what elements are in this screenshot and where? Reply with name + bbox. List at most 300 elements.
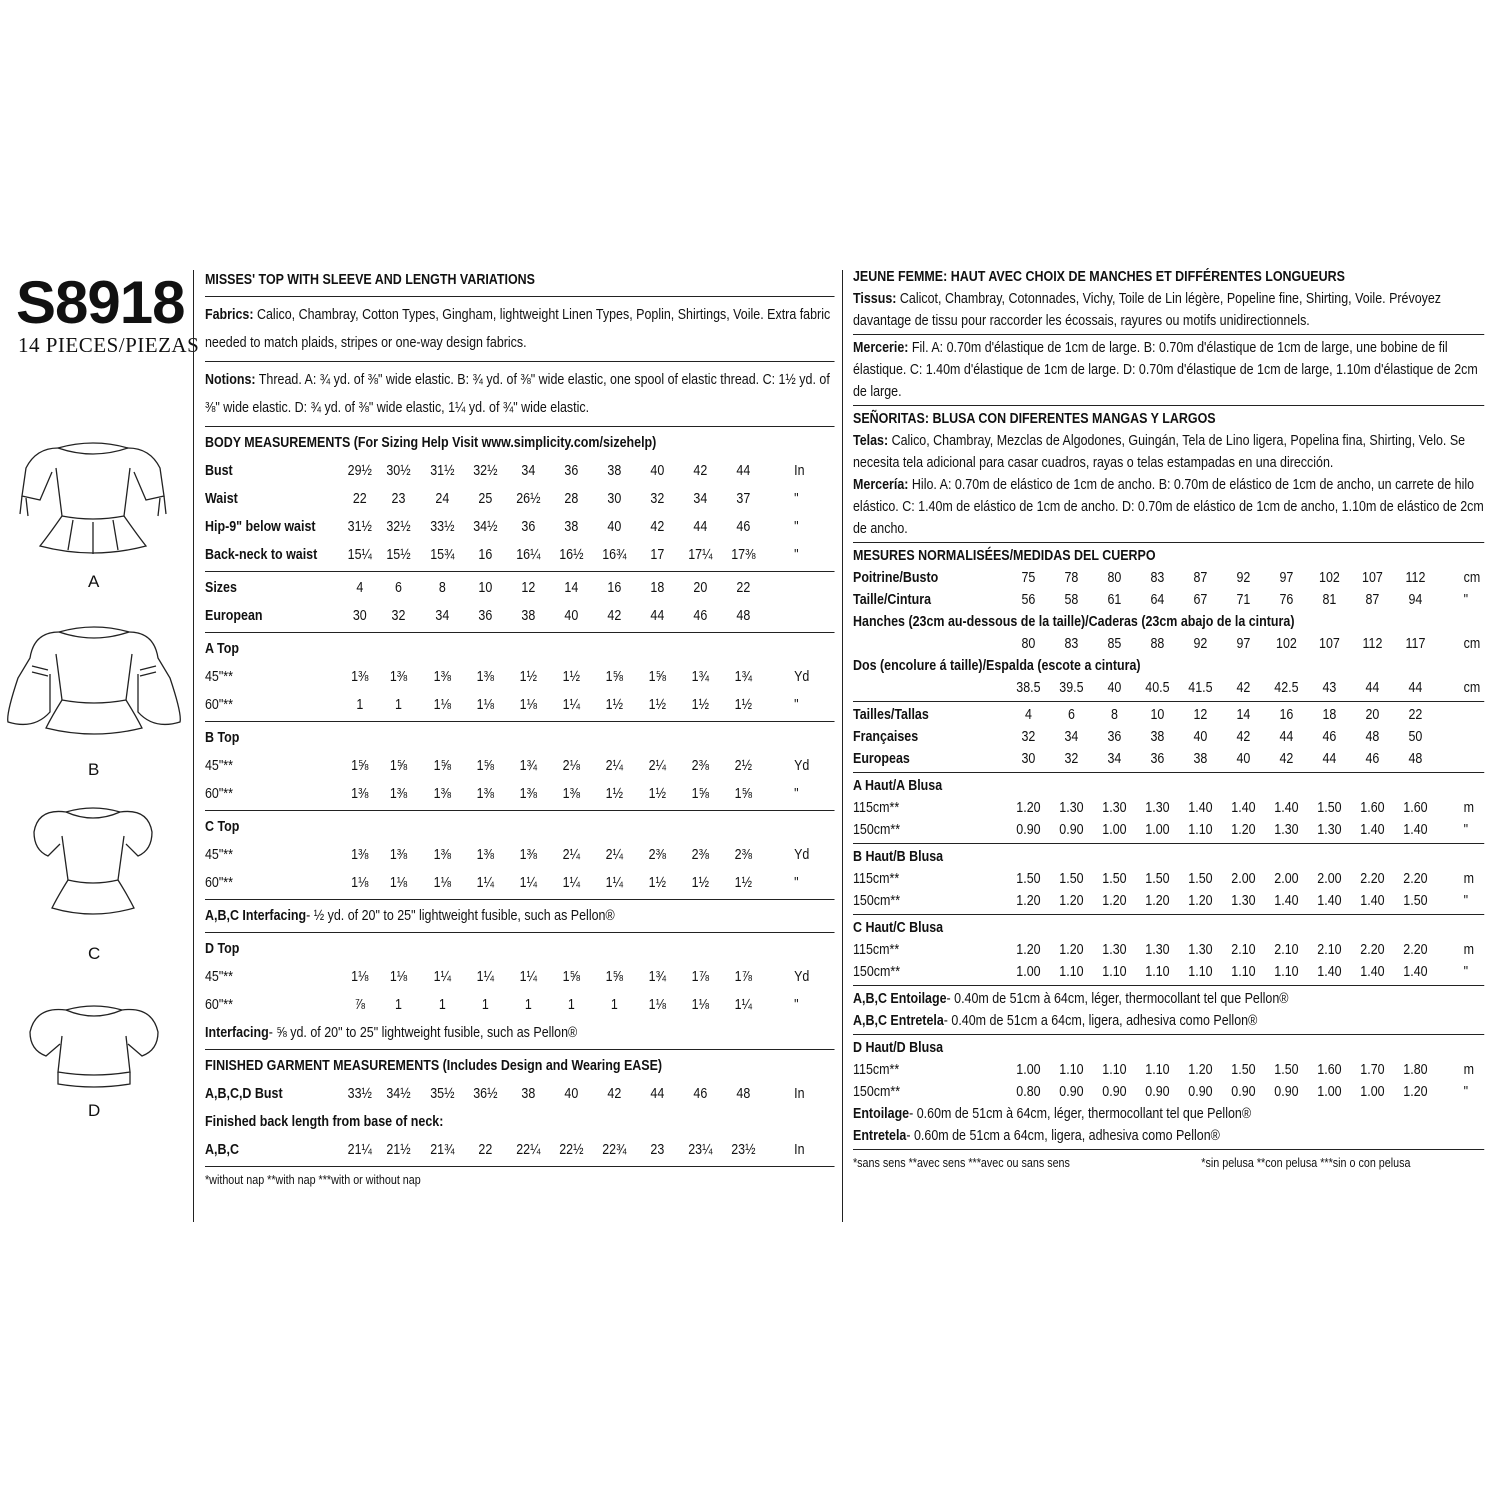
table-row — [853, 890, 1484, 912]
table-cell: 42 — [607, 608, 622, 624]
table-cell: 2.20 — [1403, 942, 1428, 958]
table-cell: 1⅛ — [433, 697, 452, 713]
table-cell: 2.10 — [1317, 942, 1342, 958]
unit-label: Yd — [794, 758, 810, 774]
pieces-count: 14 PIECES/PIEZAS — [18, 333, 200, 357]
separator-line — [205, 296, 835, 297]
table-cell: 112 — [1405, 570, 1426, 586]
table-cell: 1.40 — [1360, 964, 1385, 980]
table-cell: 1 — [524, 997, 532, 1013]
table-cell: 33½ — [430, 519, 455, 535]
table-cell: 42 — [693, 463, 708, 479]
table-cell: 64 — [1150, 592, 1165, 608]
table-cell: 1.30 — [1059, 800, 1084, 816]
hanches-label: Hanches (23cm au-dessous de la taille)/Caderas (23cm abajo de la cintura) — [853, 614, 1295, 630]
table-cell: 38 — [607, 463, 622, 479]
table-cell: 1 — [438, 997, 446, 1013]
table-cell: 30 — [352, 608, 367, 624]
separator-line — [853, 701, 1484, 702]
table-cell: 32 — [1064, 751, 1079, 767]
table-row — [205, 869, 835, 897]
table-cell: 1⅛ — [476, 697, 495, 713]
separator-line — [853, 843, 1484, 844]
table-cell: 1⅝ — [476, 758, 495, 774]
row-label: European — [205, 608, 263, 624]
table-cell: 46 — [736, 519, 751, 535]
merceria-paragraph-text: Hilo. A: 0.70m de elástico de 1cm de ancho. B: 0.70m de elástico de 1cm de ancho, un carrete de hilo elástico. C: 1.40m de elástico de 1cm de ancho. D: 0.70m de elástico de 1cm de ancho, 1.10m de elástico de 2cm de ancho. — [853, 477, 1484, 537]
table-cell: 20 — [693, 580, 708, 596]
row-label: 150cm** — [853, 822, 901, 838]
unit-label: " — [794, 697, 799, 713]
table-cell: 102 — [1276, 636, 1297, 652]
row-label: Europeas — [853, 751, 910, 767]
table-cell: 34½ — [473, 519, 498, 535]
table-cell: 48 — [736, 608, 751, 624]
table-cell: 1½ — [519, 669, 538, 685]
table-cell: 0.90 — [1145, 1084, 1170, 1100]
table-cell: 1.10 — [1231, 964, 1256, 980]
unit-label: cm — [1463, 570, 1481, 586]
unit-label: " — [794, 519, 799, 535]
table-cell: 1½ — [734, 875, 753, 891]
table-cell: 22¾ — [602, 1142, 627, 1158]
table-cell: 1⅜ — [519, 786, 538, 802]
row-label: A,B,C,D Bust — [205, 1086, 283, 1102]
table-cell: 15¼ — [347, 547, 372, 563]
table-cell: 1.40 — [1274, 800, 1299, 816]
table-cell: 38 — [1193, 751, 1208, 767]
table-cell: 38 — [1150, 729, 1165, 745]
table-cell: 22½ — [559, 1142, 584, 1158]
table-cell: 1.40 — [1403, 822, 1428, 838]
table-cell: 4 — [1024, 707, 1032, 723]
separator-line — [205, 899, 835, 900]
tissus-paragraph-label: Tissus: — [853, 291, 897, 307]
table-cell: 1.40 — [1317, 893, 1342, 909]
row-label: 45"** — [205, 758, 234, 774]
table-row — [853, 819, 1484, 841]
table-cell: 2¼ — [648, 758, 667, 774]
footnote-french: *sans sens **avec sens ***avec ou sans sens — [853, 1156, 1070, 1170]
table-cell: 44 — [1322, 751, 1337, 767]
table-cell: 94 — [1408, 592, 1423, 608]
unit-label: Yd — [794, 969, 810, 985]
separator-line — [853, 334, 1484, 335]
separator-line — [205, 1166, 835, 1167]
abc-interfacing-text: - ½ yd. of 20" to 25" lightweight fusible, such as Pellon® — [306, 908, 615, 924]
table-cell: 1¾ — [648, 969, 667, 985]
d-entretela-text: - 0.60m de 51cm a 64cm, ligera, adhesiva como Pellon® — [906, 1128, 1220, 1144]
table-cell: 40 — [564, 608, 579, 624]
table-cell: 44 — [693, 519, 708, 535]
table-cell: 2⅛ — [562, 758, 581, 774]
table-cell: 23 — [650, 1142, 665, 1158]
table-row — [853, 939, 1484, 961]
table-cell: 21¾ — [430, 1142, 455, 1158]
table-row — [853, 633, 1484, 655]
table-cell: 1⅛ — [433, 875, 452, 891]
view-d-illustration — [24, 998, 164, 1092]
table-cell: 107 — [1319, 636, 1340, 652]
table-cell: 1⅜ — [476, 669, 495, 685]
abc-entretela — [853, 1010, 1484, 1032]
table-cell: 1.50 — [1102, 871, 1127, 887]
table-cell: 1⅝ — [562, 969, 581, 985]
footnote-spanish: *sin pelusa **con pelusa ***sin o con pelusa — [1201, 1156, 1411, 1170]
separator-line — [853, 772, 1484, 773]
table-cell: 67 — [1193, 592, 1208, 608]
table-row — [205, 1080, 835, 1108]
table-cell: 1½ — [562, 669, 581, 685]
table-row — [205, 663, 835, 691]
table-cell: 1½ — [691, 697, 710, 713]
view-yardage-title-fr: C Haut/C Blusa — [853, 920, 944, 936]
notions-paragraph-label: Notions: — [205, 372, 256, 388]
table-cell: 16¾ — [602, 547, 627, 563]
table-cell: 61 — [1107, 592, 1122, 608]
table-cell: 36 — [1150, 751, 1165, 767]
divider-center — [842, 270, 843, 1222]
d-entretela-label: Entretela — [853, 1128, 907, 1144]
table-cell: 34 — [435, 608, 450, 624]
table-cell: 33½ — [347, 1086, 372, 1102]
table-cell: 1.20 — [1016, 893, 1041, 909]
table-cell: 1⅝ — [605, 969, 624, 985]
table-cell: 12 — [521, 580, 536, 596]
separator-line — [853, 1034, 1484, 1035]
table-cell: 1.20 — [1188, 893, 1213, 909]
table-cell: 50 — [1408, 729, 1423, 745]
tissus-paragraph — [853, 288, 1484, 332]
table-cell: 42 — [650, 519, 665, 535]
separator-line — [205, 632, 835, 633]
french-title: JEUNE FEMME: HAUT AVEC CHOIX DE MANCHES ET DIFFÉRENTES LONGUEURS — [853, 269, 1345, 285]
table-cell: 1.30 — [1102, 942, 1127, 958]
view-yardage-title: C Top — [205, 819, 240, 835]
row-label: 150cm** — [853, 893, 901, 909]
table-cell: 2¼ — [562, 847, 581, 863]
table-cell: 1.00 — [1102, 822, 1127, 838]
table-row — [853, 726, 1484, 748]
table-cell: 1¼ — [519, 875, 538, 891]
finished-measurements-header: FINISHED GARMENT MEASUREMENTS (Includes Design and Wearing EASE) — [205, 1058, 663, 1074]
table-cell: 22 — [352, 491, 367, 507]
table-cell: 38.5 — [1016, 680, 1041, 696]
table-cell: 56 — [1021, 592, 1036, 608]
fabrics-paragraph-label: Fabrics: — [205, 307, 254, 323]
table-cell: 17 — [650, 547, 665, 563]
abc-entretela-text: - 0.40m de 51cm a 64cm, ligera, adhesiva como Pellon® — [943, 1013, 1258, 1029]
abc-entoilage-label: A,B,C Entoilage — [853, 991, 947, 1007]
unit-label: " — [794, 491, 799, 507]
table-cell: 15½ — [386, 547, 411, 563]
d-view-title-fr: D Haut/D Blusa — [853, 1040, 944, 1056]
table-cell: 0.80 — [1016, 1084, 1041, 1100]
table-cell: 1 — [395, 697, 402, 713]
unit-label: In — [794, 463, 805, 479]
table-cell: 1⅝ — [351, 758, 369, 774]
view-b-illustration — [4, 618, 184, 738]
table-cell: 1⅜ — [389, 669, 408, 685]
table-cell: 1 — [567, 997, 575, 1013]
table-cell: 30 — [607, 491, 622, 507]
mercerie-paragraph-label: Mercerie: — [853, 340, 909, 356]
unit-label: m — [1463, 800, 1475, 816]
unit-label: " — [1463, 822, 1469, 838]
table-cell: 44 — [650, 608, 665, 624]
abc-entretela-label: A,B,C Entretela — [853, 1013, 944, 1029]
table-cell: 40 — [564, 1086, 579, 1102]
table-cell: 1.20 — [1231, 822, 1256, 838]
table-cell: 2¼ — [605, 847, 624, 863]
table-cell: 1.00 — [1016, 1062, 1041, 1078]
table-cell: 1.10 — [1102, 1062, 1127, 1078]
table-cell: 41.5 — [1188, 680, 1213, 696]
table-cell: 16 — [1279, 707, 1294, 723]
table-cell: 1⅜ — [389, 847, 408, 863]
row-label: 45"** — [205, 669, 234, 685]
table-cell: 22¼ — [516, 1142, 541, 1158]
table-cell: 2¼ — [605, 758, 624, 774]
d-entoilage — [853, 1103, 1484, 1125]
fabrics-paragraph — [205, 301, 835, 357]
table-cell: 1½ — [648, 786, 667, 802]
table-cell: 17¼ — [688, 547, 713, 563]
table-cell: 26½ — [516, 491, 541, 507]
table-cell: 102 — [1319, 570, 1340, 586]
table-cell: 1.80 — [1403, 1062, 1428, 1078]
table-row — [205, 457, 835, 485]
view-a-illustration — [18, 428, 168, 558]
table-cell: 32 — [391, 608, 406, 624]
table-cell: 1.10 — [1188, 822, 1213, 838]
view-a-label: A — [88, 572, 100, 591]
table-cell: 1⅜ — [476, 847, 495, 863]
table-cell: 38 — [564, 519, 579, 535]
table-cell: 1.30 — [1188, 942, 1213, 958]
table-cell: 22 — [736, 580, 751, 596]
table-cell: 34 — [521, 463, 536, 479]
separator-line — [205, 810, 835, 811]
table-cell: 43 — [1322, 680, 1337, 696]
table-cell: 38 — [521, 1086, 536, 1102]
table-cell: 1½ — [648, 875, 667, 891]
table-cell: 1⅜ — [476, 786, 495, 802]
table-row — [205, 485, 835, 513]
table-row — [853, 677, 1484, 699]
table-cell: 1⅛ — [648, 997, 667, 1013]
row-label: Poitrine/Busto — [853, 570, 939, 586]
table-cell: 1.10 — [1059, 964, 1084, 980]
notions-paragraph — [205, 366, 835, 422]
table-row — [205, 691, 835, 719]
table-cell: 1¼ — [562, 875, 581, 891]
row-label: 60"** — [205, 875, 234, 891]
pattern-number: S8918 — [16, 269, 185, 336]
table-row — [205, 752, 835, 780]
table-cell: 97 — [1236, 636, 1251, 652]
table-cell: 1¼ — [562, 697, 581, 713]
d-entoilage-label: Entoilage — [853, 1106, 910, 1122]
table-cell: 92 — [1236, 570, 1251, 586]
row-label: Back-neck to waist — [205, 547, 318, 563]
table-cell: 1.20 — [1145, 893, 1170, 909]
table-cell: 1.50 — [1274, 1062, 1299, 1078]
row-label: 115cm** — [853, 942, 900, 958]
unit-label: m — [1463, 1062, 1475, 1078]
table-cell: 1½ — [648, 697, 667, 713]
table-cell: 80 — [1021, 636, 1036, 652]
table-cell: 18 — [650, 580, 665, 596]
table-cell: 36 — [521, 519, 536, 535]
table-cell: 22 — [478, 1142, 493, 1158]
table-cell: 97 — [1279, 570, 1294, 586]
table-cell: 112 — [1362, 636, 1383, 652]
table-cell: 16 — [607, 580, 622, 596]
table-cell: 87 — [1193, 570, 1208, 586]
table-cell: 14 — [564, 580, 579, 596]
table-cell: 1.20 — [1059, 893, 1084, 909]
separator-line — [205, 721, 835, 722]
view-yardage-title-fr: A Haut/A Blusa — [853, 778, 943, 794]
table-cell: 40 — [607, 519, 622, 535]
table-cell: 12 — [1193, 707, 1208, 723]
table-cell: 32½ — [473, 463, 498, 479]
table-cell: 48 — [736, 1086, 751, 1102]
table-cell: 1.50 — [1016, 871, 1041, 887]
table-cell: 1.70 — [1360, 1062, 1385, 1078]
table-cell: 1⅜ — [351, 669, 369, 685]
row-label: Sizes — [205, 580, 237, 596]
table-cell: 21¼ — [347, 1142, 372, 1158]
table-cell: 1⅜ — [433, 669, 452, 685]
telas-paragraph — [853, 430, 1484, 474]
table-cell: 88 — [1150, 636, 1165, 652]
table-cell: 30½ — [386, 463, 411, 479]
view-yardage-title: A Top — [205, 641, 239, 657]
mercerie-paragraph — [853, 337, 1484, 403]
table-cell: 14 — [1236, 707, 1251, 723]
table-row — [853, 868, 1484, 890]
table-cell: 10 — [1150, 707, 1165, 723]
dos-label: Dos (encolure á taille)/Espalda (escote a cintura) — [853, 658, 1141, 674]
table-cell: 1.30 — [1145, 942, 1170, 958]
table-cell: 0.90 — [1274, 1084, 1299, 1100]
abc-entoilage-text: - 0.40m de 51cm à 64cm, léger, thermocollant tel que Pellon® — [946, 991, 1289, 1007]
unit-label: " — [1463, 893, 1469, 909]
spanish-title: SEÑORITAS: BLUSA CON DIFERENTES MANGAS Y LARGOS — [853, 411, 1216, 427]
table-cell: 1.60 — [1360, 800, 1385, 816]
table-cell: 58 — [1064, 592, 1079, 608]
separator-line — [205, 571, 835, 572]
table-cell: 2.00 — [1317, 871, 1342, 887]
separator-line — [205, 426, 835, 427]
table-cell: 1¾ — [734, 669, 753, 685]
table-cell: 1 — [356, 697, 364, 713]
row-label: 115cm** — [853, 1062, 900, 1078]
table-cell: 44 — [650, 1086, 665, 1102]
view-d-label: D — [88, 1101, 101, 1120]
table-row — [205, 963, 835, 991]
table-cell: 23½ — [731, 1142, 756, 1158]
table-cell: 1.60 — [1317, 1062, 1342, 1078]
table-cell: 1.60 — [1403, 800, 1428, 816]
table-cell: 1.40 — [1317, 964, 1342, 980]
d-entretela — [853, 1125, 1484, 1147]
table-cell: 34 — [1107, 751, 1122, 767]
table-cell: 15¾ — [430, 547, 455, 563]
table-cell: 40 — [1107, 680, 1122, 696]
table-cell: 85 — [1107, 636, 1122, 652]
table-cell: 87 — [1365, 592, 1380, 608]
table-cell: 83 — [1150, 570, 1165, 586]
table-cell: 20 — [1365, 707, 1380, 723]
table-cell: 42 — [1236, 729, 1251, 745]
french-spanish-column — [853, 266, 1484, 1174]
table-row — [853, 567, 1484, 589]
unit-label: In — [794, 1086, 805, 1102]
fabrics-paragraph-text: Calico, Chambray, Cotton Types, Gingham, lightweight Linen Types, Poplin, Shirtings, Voile. Extra fabric needed to match plaids, stripes or one-way design fabrics. — [205, 307, 831, 351]
table-row — [205, 513, 835, 541]
telas-paragraph-text: Calico, Chambray, Mezclas de Algodones, Guingán, Tela de Lino ligera, Popelina fina, Shirting, Velo. Se necesita tela adicional para casar cuadros, rayas o telas estampadas en una dirección. — [853, 433, 1466, 471]
table-cell: 80 — [1107, 570, 1122, 586]
table-cell: 6 — [395, 580, 402, 596]
row-label: Hip-9" below waist — [205, 519, 316, 535]
unit-label: " — [1463, 592, 1469, 608]
table-cell: 0.90 — [1059, 1084, 1084, 1100]
table-cell: 40 — [1193, 729, 1208, 745]
table-cell: 1.10 — [1188, 964, 1213, 980]
separator-line — [853, 914, 1484, 915]
table-cell: 1⅛ — [351, 875, 369, 891]
table-cell: 44 — [1408, 680, 1423, 696]
table-cell: 1.20 — [1188, 1062, 1213, 1078]
table-cell: 2.10 — [1231, 942, 1256, 958]
table-cell: 1⅛ — [519, 697, 538, 713]
table-cell: 0.90 — [1102, 1084, 1127, 1100]
finished-back-label: Finished back length from base of neck: — [205, 1114, 444, 1130]
table-cell: 1.10 — [1145, 964, 1170, 980]
table-cell: 38 — [521, 608, 536, 624]
table-cell: 32½ — [386, 519, 411, 535]
row-label: 115cm** — [853, 871, 900, 887]
d-interfacing-text: - ⅝ yd. of 20" to 25" lightweight fusible, such as Pellon® — [268, 1025, 578, 1041]
table-row — [853, 797, 1484, 819]
english-footnote: *without nap **with nap ***with or without nap — [205, 1173, 421, 1187]
table-cell: 1⅝ — [433, 758, 452, 774]
row-label: 150cm** — [853, 964, 901, 980]
table-cell: 2⅜ — [734, 847, 753, 863]
unit-label: " — [1463, 1084, 1469, 1100]
table-cell: 36 — [478, 608, 493, 624]
unit-label: cm — [1463, 680, 1481, 696]
table-cell: 83 — [1064, 636, 1079, 652]
table-cell: 8 — [438, 580, 446, 596]
tissus-paragraph-text: Calicot, Chambray, Cotonnades, Vichy, Toile de Lin légère, Popeline fine, Shirting, Voile. Prévoyez davantage de tissu pour raccorder les écossais, rayures ou motifs unidirectionnels. — [853, 291, 1442, 329]
table-cell: 39.5 — [1059, 680, 1084, 696]
table-cell: 16½ — [559, 547, 584, 563]
table-cell: 1.00 — [1317, 1084, 1342, 1100]
table-cell: 40.5 — [1145, 680, 1170, 696]
table-cell: ⅞ — [354, 997, 366, 1013]
table-cell: 1.40 — [1360, 822, 1385, 838]
row-label: Waist — [205, 491, 238, 507]
row-label: 45"** — [205, 969, 234, 985]
table-cell: 1⅜ — [389, 786, 408, 802]
table-cell: 46 — [1365, 751, 1380, 767]
table-cell: 2⅜ — [691, 847, 710, 863]
table-cell: 1⅜ — [351, 847, 369, 863]
